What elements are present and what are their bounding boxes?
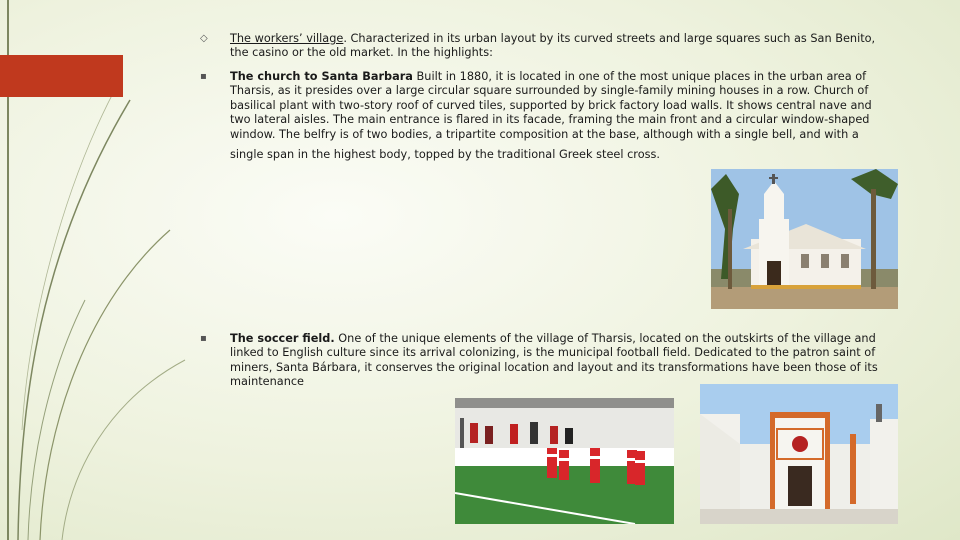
bullet-text bbox=[230, 32, 886, 61]
bullet-text bbox=[230, 70, 886, 162]
bullet-body: One of the unique elements of the village of Tharsis, located on the outskirts of the village and linked to English culture since its arrival colonizing, is the municipal football field. Dedicated to the patron saint of miners, Santa Bárbara, it conserves the original location and layout and its transformations have been those of its maintenance bbox=[230, 332, 878, 389]
diamond-bullet-icon: ◇ bbox=[200, 33, 208, 44]
bullet-body: . Characterized in its urban layout by its curved streets and large squares such as San Benito, the casino or the old market. In the highlights: bbox=[230, 32, 876, 60]
bullet-soccer-field bbox=[200, 332, 886, 390]
square-bullet-icon: ▪ bbox=[200, 71, 207, 82]
bullet-body: Built in 1880, it is located in one of the most unique places in the urban area of Tharsis, as it presides over a large circular square surrounded by single-family mining houses in a row. Church of basilical plant with two-story roof of curved tiles, supported by brick factory load walls. It shows central nave and two lateral aisles. The main entrance is flared in its facade, framing the main front and a circular window-shaped window. The belfry is of two bodies, a tripartite composition at the base, although with a single bell, and with a bbox=[230, 70, 872, 141]
bullet-lead: The workers’ village bbox=[230, 32, 344, 45]
soccer-field-photo bbox=[455, 398, 674, 524]
accent-tab bbox=[0, 55, 123, 97]
bullet-text bbox=[230, 332, 886, 390]
bullet-church bbox=[200, 70, 886, 162]
church-photo bbox=[711, 169, 898, 309]
bullet-lead: The soccer field. bbox=[230, 332, 335, 345]
bullet-lead: The church to Santa Barbara bbox=[230, 70, 413, 83]
square-bullet-icon: ▪ bbox=[200, 333, 207, 344]
stadium-gate-photo bbox=[700, 384, 898, 524]
bullet-extra-line: single span in the highest body, topped by the traditional Greek steel cross. bbox=[230, 148, 660, 162]
bullet-workers-village bbox=[200, 32, 886, 61]
